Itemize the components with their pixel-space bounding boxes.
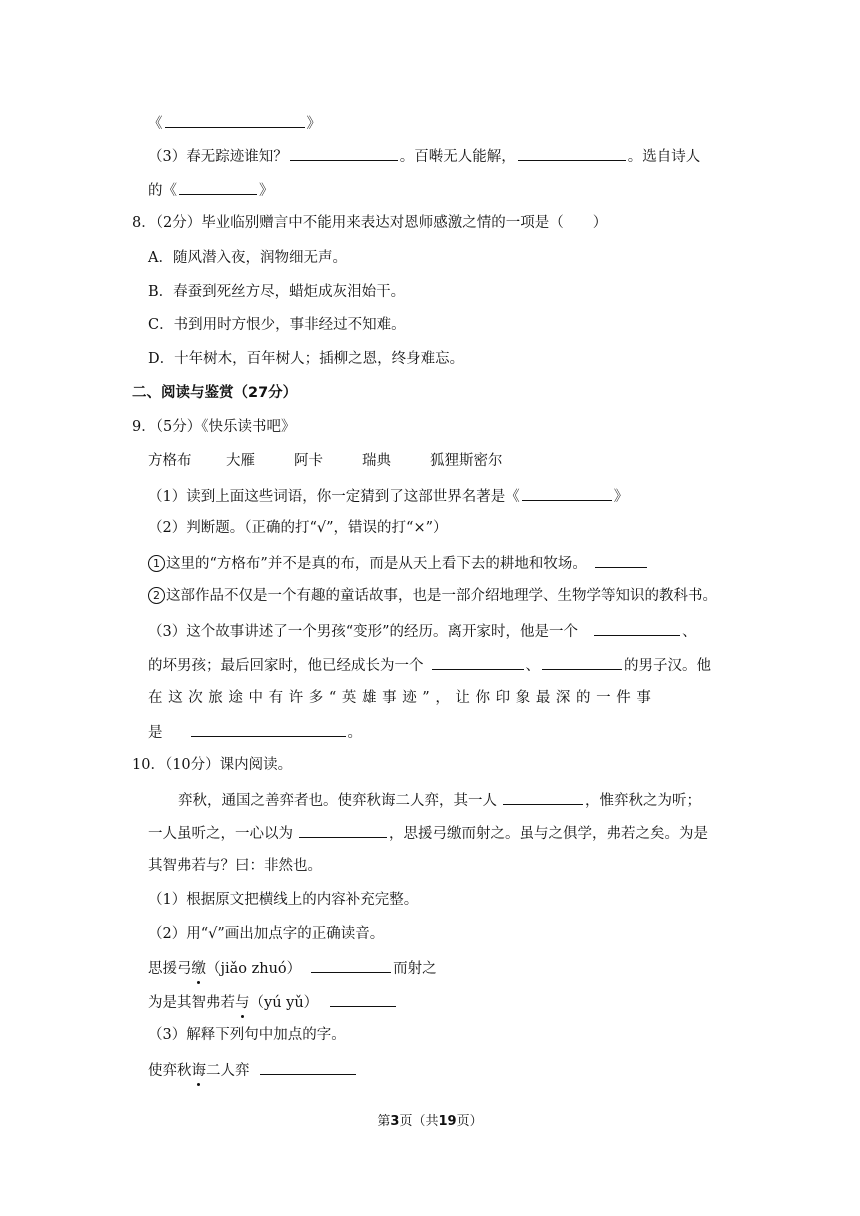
text: 的《 xyxy=(148,183,177,199)
text: 页） xyxy=(456,1114,483,1129)
q10-sub2-item-a xyxy=(148,957,437,979)
answer-blank[interactable] xyxy=(594,620,680,636)
pinyin-options: （jiǎo zhuó） xyxy=(206,961,302,977)
q9-judge-1 xyxy=(148,552,649,574)
text: 第 xyxy=(377,1114,391,1129)
q10-passage-2 xyxy=(148,822,708,844)
answer-blank[interactable] xyxy=(518,145,626,161)
answer-blank[interactable] xyxy=(522,485,612,501)
word: 方格布 xyxy=(148,453,192,469)
text: 《 xyxy=(148,116,163,132)
text: 这部作品不仅是一个有趣的童话故事，也是一部介绍地理学、生物学等知识的教科书。 xyxy=(166,588,717,604)
answer-blank[interactable] xyxy=(165,112,305,128)
q10-stem: 10．（10分）课内阅读。 xyxy=(132,757,293,773)
text: 一人虽听之，一心以为 xyxy=(148,826,293,842)
q8-option-a[interactable]: A．随风潜入夜，润物细无声。 xyxy=(148,250,347,266)
text: 而射之 xyxy=(393,961,437,977)
section-title: 二、阅读与鉴赏（27分） xyxy=(132,385,298,401)
q10-passage-3: 其智弗若与？曰：非然也。 xyxy=(148,858,322,874)
q9-part1 xyxy=(148,485,628,507)
text: 的坏男孩；最后回家时，他已经成长为一个 xyxy=(148,658,424,674)
text: 》 xyxy=(613,489,629,505)
q8-option-d[interactable]: D．十年树木，百年树人；插柳之恩，终身难忘。 xyxy=(148,351,465,367)
answer-blank[interactable] xyxy=(542,654,622,670)
text: 使弈秋 xyxy=(148,1063,192,1079)
answer-blank[interactable] xyxy=(330,991,396,1007)
text: 这里的“方格布”并不是真的布，而是从天上看下去的耕地和牧场。 xyxy=(166,556,587,572)
text: 弈秋，通国之善弈者也。使弈秋诲二人弈，其一人 xyxy=(178,793,497,809)
answer-blank[interactable] xyxy=(311,957,391,973)
pinyin-options: （yú yǔ） xyxy=(249,995,319,1011)
text: 》 xyxy=(259,183,274,199)
word: 瑞典 xyxy=(362,453,391,469)
q9-stem: 9．（5分）《快乐读书吧》 xyxy=(132,419,296,435)
page-footer xyxy=(0,1110,860,1129)
dotted-char: 与 xyxy=(235,995,250,1011)
answer-blank[interactable] xyxy=(299,822,387,838)
q10-sub3: （3）解释下列句中加点的字。 xyxy=(148,1027,346,1043)
text: 为是其智弗若 xyxy=(148,995,235,1011)
answer-blank[interactable] xyxy=(179,179,257,195)
text: 》 xyxy=(306,116,321,132)
text: 、 xyxy=(682,624,697,640)
text: 。百啭无人能解， xyxy=(399,149,516,165)
dotted-char: 诲 xyxy=(191,1063,206,1079)
page-number: 3 xyxy=(390,1114,400,1129)
word: 大雁 xyxy=(226,453,255,469)
text: ，惟弈秋之为听； xyxy=(585,793,701,809)
answer-blank[interactable] xyxy=(290,145,398,161)
text: 。 xyxy=(347,725,362,741)
total-pages: 19 xyxy=(438,1114,457,1129)
text: ，思援弓缴而射之。虽与之俱学，弗若之矣。为是 xyxy=(389,826,708,842)
q9-part3-line3: 在这次旅途中有许多“英雄事迹”，让你印象最深的一件事 xyxy=(148,690,657,706)
text: 、 xyxy=(525,658,540,674)
answer-blank[interactable] xyxy=(432,654,524,670)
text: 二人弈 xyxy=(206,1063,250,1079)
text: 思援弓 xyxy=(148,961,192,977)
text: 。选自诗人 xyxy=(627,149,701,165)
q7-line-2 xyxy=(148,145,700,167)
q9-part2: （2）判断题。（正确的打“√”，错误的打“×”） xyxy=(148,520,448,536)
q10-sub2-item-b xyxy=(148,991,398,1013)
text: （3）春无踪迹谁知？ xyxy=(148,149,288,165)
text: （1）读到上面这些词语，你一定猜到了这部世界名著是《 xyxy=(148,489,520,505)
text: 页（共 xyxy=(399,1114,439,1129)
answer-blank[interactable] xyxy=(503,789,583,805)
q8-option-b[interactable]: B．春蚕到死丝方尽，蜡炬成灰泪始干。 xyxy=(148,284,406,300)
circled-number: 1 xyxy=(148,555,165,572)
word: 狐狸斯密尔 xyxy=(430,453,503,469)
q9-part3-line1 xyxy=(148,620,697,642)
q7-line-1 xyxy=(148,112,321,134)
q10-passage-1 xyxy=(178,789,701,811)
text: 的男子汉。他 xyxy=(624,658,711,674)
q9-part3-line2 xyxy=(148,654,711,676)
answer-blank[interactable] xyxy=(191,721,346,737)
q8-option-c[interactable]: C．书到用时方恨少，事非经过不知难。 xyxy=(148,317,406,333)
text: 是 xyxy=(148,725,163,741)
dotted-char: 缴 xyxy=(191,961,206,977)
circled-number: 2 xyxy=(148,587,165,604)
q8-stem: 8．（2分）毕业临别赠言中不能用来表达对恩师感激之情的一项是（ ） xyxy=(132,215,608,231)
answer-blank[interactable] xyxy=(260,1059,356,1075)
word: 阿卡 xyxy=(294,453,323,469)
q10-sub3-item-a xyxy=(148,1059,358,1081)
q7-line-3 xyxy=(148,179,274,201)
answer-blank[interactable] xyxy=(595,552,647,568)
q9-part3-line4 xyxy=(148,721,362,743)
q9-judge-2 xyxy=(148,586,717,606)
text: （3）这个故事讲述了一个男孩“变形”的经历。离开家时，他是一个 xyxy=(148,624,579,640)
q10-sub1: （1）根据原文把横线上的内容补充完整。 xyxy=(148,892,419,908)
q10-sub2: （2）用“√”画出加点字的正确读音。 xyxy=(148,926,385,942)
